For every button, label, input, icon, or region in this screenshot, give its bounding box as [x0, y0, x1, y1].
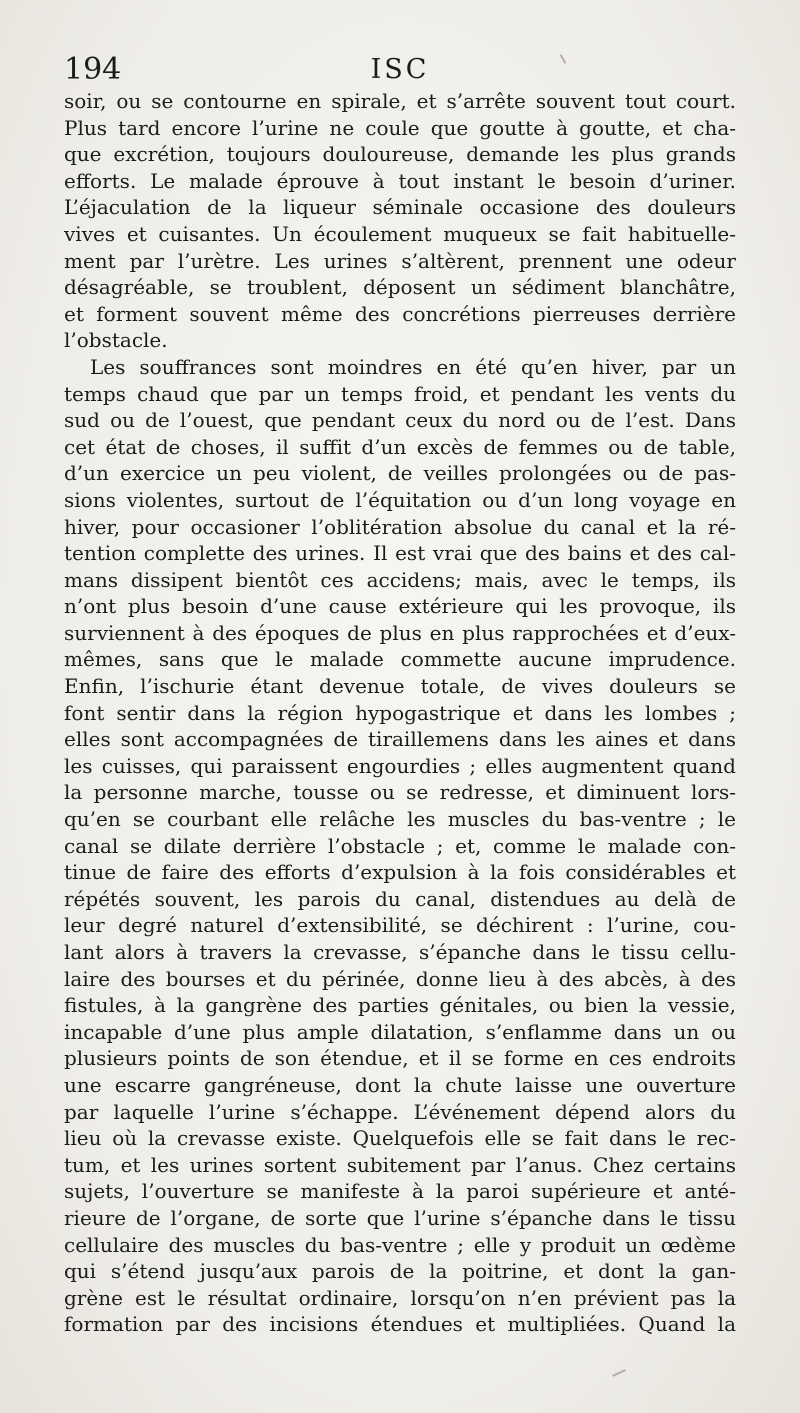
text-line: cet état de choses, il suffit d’un excès de femmes ou de table, [64, 434, 736, 459]
text-line: sujets, l’ouverture se manifeste à la paroi supérieure et anté- [64, 1179, 736, 1204]
text-line: mêmes, sans que le malade commette aucune imprudence. [64, 647, 736, 672]
text-line: Les souffrances sont moindres en été qu’en hiver, par un [90, 354, 736, 379]
text-line: lant alors à travers la crevasse, s’épanche dans le tissu cellu- [64, 940, 736, 964]
paper-mark [612, 1369, 626, 1377]
text-line: ment par l’urètre. Les urines s’altèrent, prennent une odeur [64, 248, 736, 273]
text-line: tum, et les urines sortent subitement par l’anus. Chez certains [64, 1152, 736, 1177]
text-line: sud ou de l’ouest, que pendant ceux du nord ou de l’est. Dans [64, 408, 736, 433]
text-line: font sentir dans la région hypogastrique et dans les lombes ; [64, 700, 736, 725]
page-header [64, 50, 736, 90]
text-line: n’ont plus besoin d’une cause extérieure qui les provoque, ils [64, 594, 736, 619]
text-line: grène est le résultat ordinaire, lorsqu’on n’en prévient pas la [64, 1285, 736, 1310]
text-line: Plus tard encore l’urine ne coule que goutte à goutte, et cha- [64, 115, 736, 140]
text-line: que excrétion, toujours douloureuse, demande les plus grands [64, 142, 736, 167]
body-text [64, 88, 736, 1338]
text-line: par laquelle l’urine s’échappe. L’événement dépend alors du [64, 1099, 736, 1124]
text-line: hiver, pour occasioner l’oblitération absolue du canal et la ré- [64, 514, 736, 539]
page-number: 194 [64, 52, 122, 87]
text-line: et forment souvent même des concrétions pierreuses derrière [64, 301, 736, 326]
text-line: Enfin, l’ischurie étant devenue totale, de vives douleurs se [64, 674, 736, 699]
running-head: ISC [370, 54, 430, 85]
paragraph [64, 88, 736, 354]
text-line: leur degré naturel d’extensibilité, se déchirent : l’urine, cou- [64, 913, 736, 938]
text-line: qui s’étend jusqu’aux parois de la poitrine, et dont la gan- [64, 1259, 736, 1284]
text-line: canal se dilate derrière l’obstacle ; et, comme le malade con- [64, 833, 736, 858]
text-line: mans dissipent bientôt ces accidens; mais, avec le temps, ils [64, 567, 736, 592]
text-line: la personne marche, tousse ou se redresse, et diminuent lors- [64, 780, 736, 805]
text-line: fistules, à la gangrène des parties génitales, ou bien la vessie, [64, 993, 736, 1018]
text-line: répétés souvent, les parois du canal, distendues au delà de [64, 886, 736, 911]
text-line: sions violentes, surtout de l’équitation ou d’un long voyage en [64, 487, 736, 512]
text-line: efforts. Le malade éprouve à tout instant le besoin d’uriner. [64, 168, 736, 193]
text-line: les cuisses, qui paraissent engourdies ; elles augmentent quand [64, 753, 736, 778]
text-line: soir, ou se contourne en spirale, et s’arrête souvent tout court. [64, 89, 736, 113]
paragraph [64, 354, 736, 1338]
text-line: l’obstacle. [64, 328, 168, 353]
text-line: temps chaud que par un temps froid, et pendant les vents du [64, 381, 736, 406]
text-line: cellulaire des muscles du bas-ventre ; elle y produit un œdème [64, 1232, 736, 1257]
text-line: tinue de faire des efforts d’expulsion à la fois considérables et [64, 860, 736, 885]
text-line: rieure de l’organe, de sorte que l’urine s’épanche dans le tissu [64, 1205, 736, 1230]
text-line: laire des bourses et du périnée, donne lieu à des abcès, à des [64, 966, 736, 991]
text-line: elles sont accompagnées de tiraillemens dans les aines et dans [64, 727, 736, 752]
text-line: désagréable, se troublent, déposent un sédiment blanchâtre, [64, 275, 736, 300]
text-line: lieu où la crevasse existe. Quelquefois elle se fait dans le rec- [64, 1126, 736, 1151]
text-line: incapable d’une plus ample dilatation, s’enflamme dans un ou [64, 1019, 736, 1044]
text-line: une escarre gangréneuse, dont la chute laisse une ouverture [64, 1072, 736, 1097]
text-line: qu’en se courbant elle relâche les muscles du bas-ventre ; le [64, 807, 736, 832]
text-line: plusieurs points de son étendue, et il se forme en ces endroits [64, 1046, 736, 1071]
text-line: vives et cuisantes. Un écoulement muqueux se fait habituelle- [64, 221, 736, 246]
text-line: formation par des incisions étendues et multipliées. Quand la [64, 1312, 736, 1337]
text-line: tention complette des urines. Il est vrai que des bains et des cal- [64, 541, 736, 566]
text-line: surviennent à des époques de plus en plus rapprochées et d’eux- [64, 620, 736, 645]
text-line: d’un exercice un peu violent, de veilles prolongées ou de pas- [64, 461, 736, 486]
text-line: L’éjaculation de la liqueur séminale occasione des douleurs [64, 195, 736, 220]
